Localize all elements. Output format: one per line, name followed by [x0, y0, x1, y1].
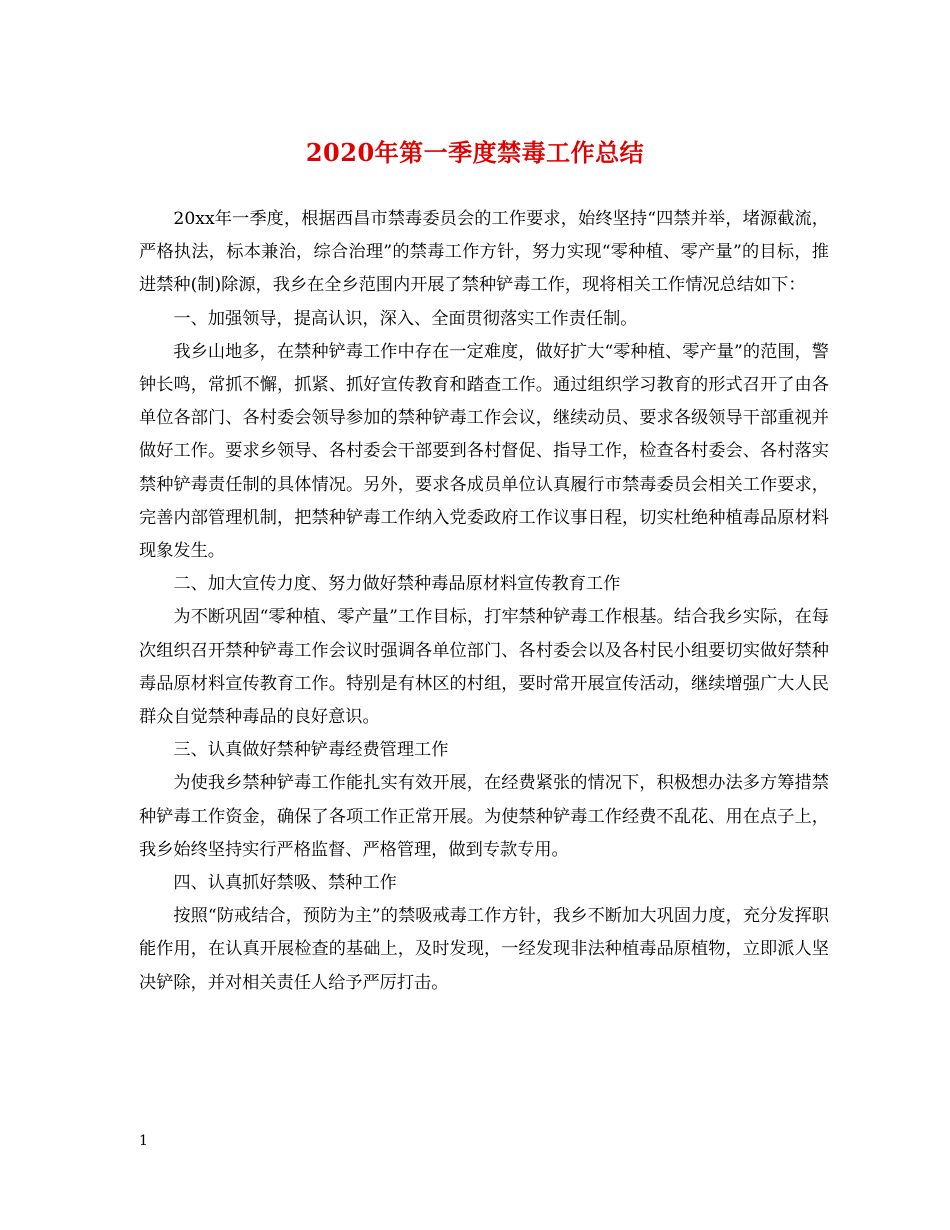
section-paragraph-1: 我乡山地多，在禁种铲毒工作中存在一定难度，做好扩大“零种植、零产量”的范围，警钟长鸣，常抓不懈，抓紧、抓好宣传教育和踏查工作。通过组织学习教育的形式召开了由各单位各部门、各村委会领导参加的禁种铲毒工作会议，继续动员、要求各级领导干部重视并做好工作。要求乡领导、各村委会干部要到各村督促、指导工作，检查各村委会、各村落实禁种铲毒责任制的具体情况。另外，要求各成员单位认真履行市禁毒委员会相关工作要求，完善内部管理机制，把禁种铲毒工作纳入党委政府工作议事日程，切实杜绝种植毒品原材料现象发生。: [139, 341, 829, 562]
section-heading-2: 二、加大宣传力度、努力做好禁种毒品原材料宣传教育工作: [173, 574, 621, 595]
section-heading-4: 四、认真抓好禁吸、禁种工作: [173, 873, 397, 894]
document-body: [139, 203, 829, 1000]
document-title: 2020年第一季度禁毒工作总结: [305, 138, 645, 167]
section-paragraph-4: 按照“防戒结合，预防为主”的禁吸戒毒工作方针，我乡不断加大巩固力度，充分发挥职能作用，在认真开展检查的基础上，及时发现，一经发现非法种植毒品原植物，立即派人坚决铲除，并对相关责任人给予严厉打击。: [139, 906, 829, 993]
section-heading-1: 一、加强领导，提高认识，深入、全面贯彻落实工作责任制。: [173, 308, 638, 329]
page-number: 1: [139, 1133, 148, 1149]
section-heading-3: 三、认真做好禁种铲毒经费管理工作: [173, 740, 449, 761]
section-paragraph-3: 为使我乡禁种铲毒工作能扎实有效开展，在经费紧张的情况下，积极想办法多方筹措禁种铲毒工作资金，确保了各项工作正常开展。为使禁种铲毒工作经费不乱花、用在点子上，我乡始终坚持实行严格监督、严格管理，做到专款专用。: [139, 773, 829, 860]
intro-paragraph: 20xx年一季度，根据西昌市禁毒委员会的工作要求，始终坚持“四禁并举，堵源截流，严格执法，标本兼治，综合治理”的禁毒工作方针，努力实现“零种植、零产量”的目标，推进禁种(制)除源，我乡在全乡范围内开展了禁种铲毒工作，现将相关工作情况总结如下：: [139, 209, 829, 296]
section-paragraph-2: 为不断巩固“零种植、零产量”工作目标，打牢禁种铲毒工作根基。结合我乡实际，在每次组织召开禁种铲毒工作会议时强调各单位部门、各村委会以及各村民小组要切实做好禁种毒品原材料宣传教育工作。特别是有林区的村组，要时常开展宣传活动，继续增强广大人民群众自觉禁种毒品的良好意识。: [139, 607, 829, 728]
